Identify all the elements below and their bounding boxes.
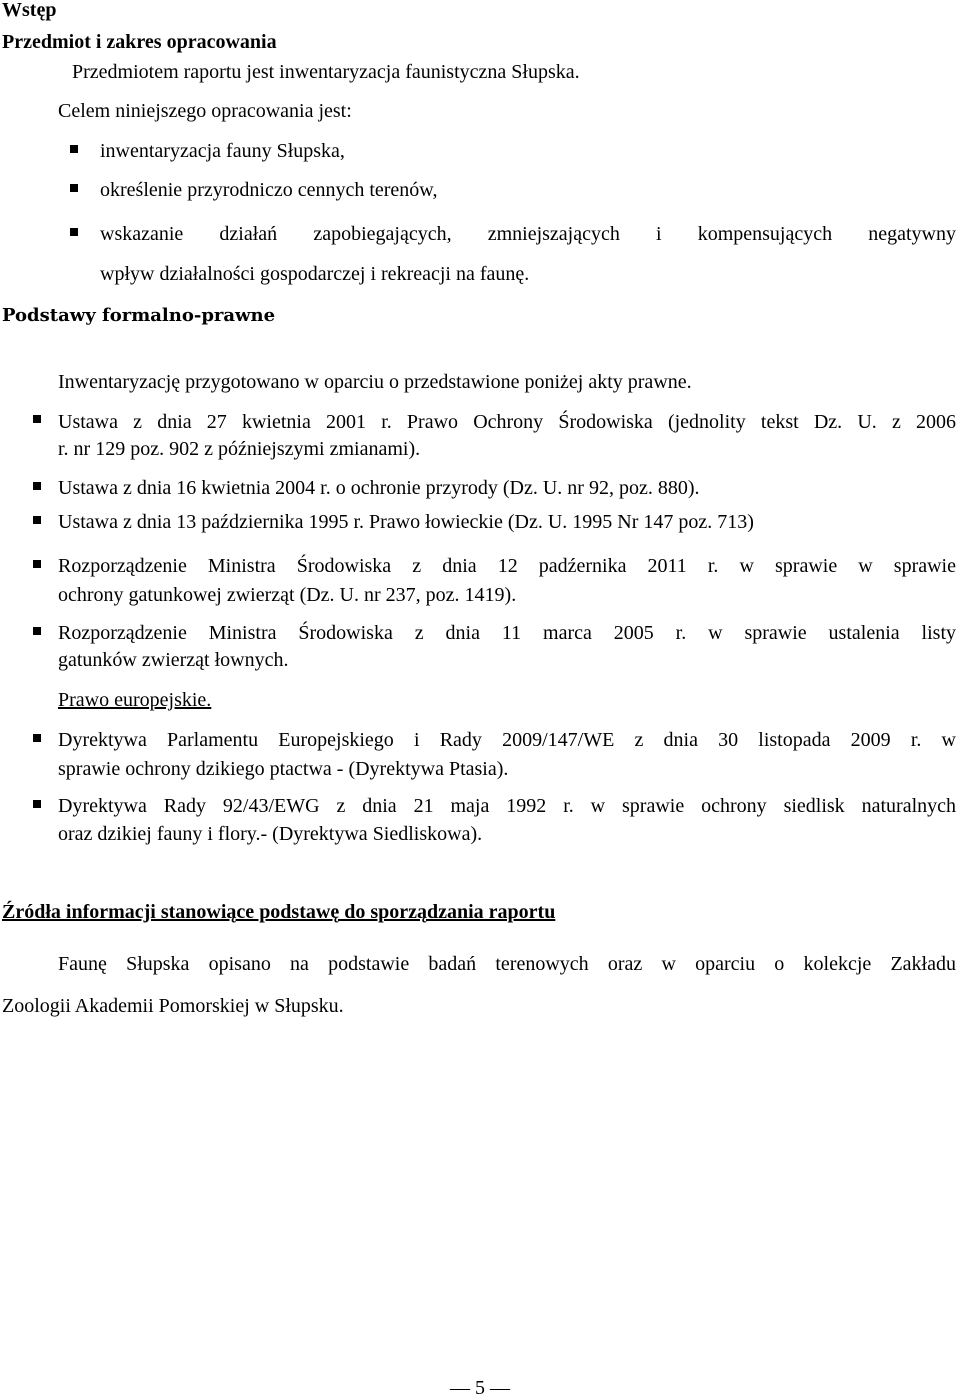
legal-item: Ustawa z dnia 16 kwietnia 2004 r. o ochronie przyrody (Dz. U. nr 92, poz. 880).	[58, 477, 700, 499]
goal-item-continued: wpływ działalności gospodarczej i rekreacji na faunę.	[100, 263, 530, 285]
legal-item-continued: ochrony gatunkowej zwierząt (Dz. U. nr 237, poz. 1419).	[58, 584, 517, 606]
legal-item: Ustawa z dnia 13 października 1995 r. Prawo łowieckie (Dz. U. 1995 Nr 147 poz. 713)	[58, 511, 754, 533]
legal-item: Rozporządzenie Ministra Środowiska z dnia 11 marca 2005 r. w sprawie ustalenia listy	[58, 622, 956, 644]
legal-item: Rozporządzenie Ministra Środowiska z dnia 12 padźernika 2011 r. w sprawie w sprawie	[58, 555, 956, 577]
bullet-icon	[33, 800, 41, 808]
sources-heading: Źródła informacji stanowiące podstawę do sporządzania raportu	[2, 901, 556, 923]
bullet-icon	[33, 734, 41, 742]
goals-lead: Celem niniejszego opracowania jest:	[58, 100, 352, 122]
bullet-icon	[33, 482, 41, 490]
sources-text-continued: Zoologii Akademii Pomorskiej w Słupsku.	[2, 995, 344, 1017]
eu-item-continued: sprawie ochrony dzikiego ptactwa - (Dyrektywa Ptasia).	[58, 758, 509, 780]
sources-text: Faunę Słupska opisano na podstawie badań terenowych oraz w oparciu o kolekcje Zakładu	[58, 953, 956, 975]
legal-item: Ustawa z dnia 27 kwietnia 2001 r. Prawo Ochrony Środowiska (jednolity tekst Dz. U. z 2006	[58, 411, 956, 433]
bullet-icon	[33, 415, 41, 423]
goal-item: wskazanie działań zapobiegających, zmniejszających i kompensujących negatywny	[100, 223, 956, 245]
eu-item: Dyrektywa Rady 92/43/EWG z dnia 21 maja 1992 r. w sprawie ochrony siedlisk naturalnych	[58, 795, 956, 817]
bullet-icon	[70, 228, 78, 236]
bullet-icon	[70, 145, 78, 153]
eu-item: Dyrektywa Parlamentu Europejskiego i Rady 2009/147/WE z dnia 30 listopada 2009 r. w	[58, 729, 956, 751]
legal-lead: Inwentaryzację przygotowano w oparciu o przedstawione poniżej akty prawne.	[58, 371, 692, 393]
bullet-icon	[33, 516, 41, 524]
goal-item: inwentaryzacja fauny Słupska,	[100, 140, 345, 162]
bullet-icon	[33, 627, 41, 635]
bullet-icon	[70, 184, 78, 192]
eu-item-continued: oraz dzikiej fauny i flory.- (Dyrektywa Siedliskowa).	[58, 823, 483, 845]
page-number: — 5 —	[450, 1377, 510, 1399]
bullet-icon	[33, 560, 41, 568]
goal-item: określenie przyrodniczo cennych terenów,	[100, 179, 438, 201]
intro-line: Przedmiotem raportu jest inwentaryzacja faunistyczna Słupska.	[72, 61, 580, 83]
heading-wstep: Wstęp	[2, 0, 57, 21]
subheading-scope: Przedmiot i zakres opracowania	[2, 31, 277, 53]
legal-heading: Podstawy formalno-prawne	[2, 305, 276, 326]
legal-item-continued: gatunków zwierząt łownych.	[58, 649, 289, 671]
eu-law-heading: Prawo europejskie.	[58, 689, 212, 711]
legal-item-continued: r. nr 129 poz. 902 z późniejszymi zmianami).	[58, 438, 421, 460]
